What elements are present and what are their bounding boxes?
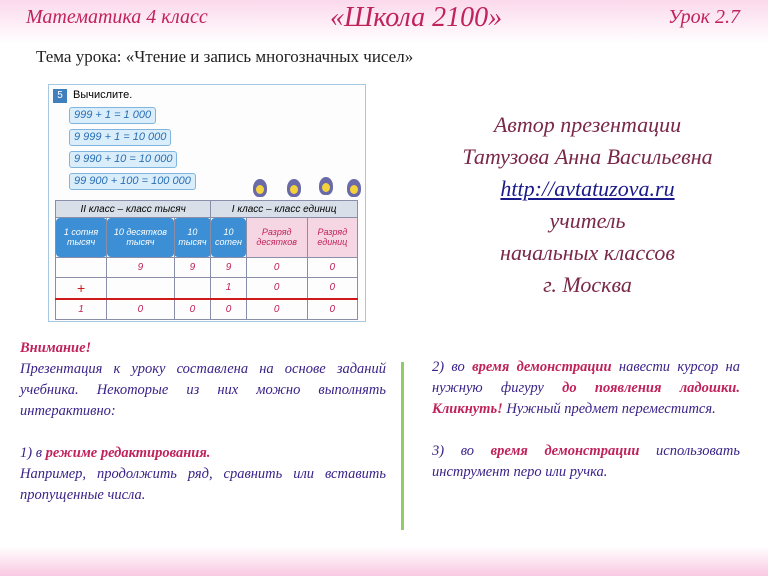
author-role: учитель: [549, 208, 626, 233]
author-website[interactable]: [410, 176, 765, 202]
table-cell: 0: [107, 299, 175, 320]
bird-picture[interactable]: [253, 179, 267, 197]
place-value-table: [55, 200, 358, 320]
bird-picture[interactable]: [287, 179, 301, 197]
table-cell: 9: [211, 257, 246, 277]
equation[interactable]: 9 999 + 1 = 10 000: [69, 129, 171, 144]
task-number: 5: [53, 89, 67, 103]
equation[interactable]: 9 990 + 10 = 10 000: [69, 151, 177, 166]
item-1-text: Например, продолжить ряд, сравнить или вставить пропущенные числа.: [20, 466, 386, 503]
table-cell: 0: [246, 257, 307, 277]
table-cell: 0: [246, 299, 307, 320]
bird-picture[interactable]: [347, 179, 361, 197]
class-header: II класс – класс тысяч: [56, 201, 211, 218]
author-city: г. Москва: [543, 272, 632, 297]
plus-sign: +: [56, 278, 107, 299]
place-card[interactable]: 10 десятков тысяч: [107, 218, 175, 258]
place-card[interactable]: 10 сотен: [211, 218, 246, 258]
author-heading: Автор презентации: [493, 112, 682, 137]
instructions-right: [432, 357, 740, 483]
table-cell: 0: [307, 257, 357, 277]
table-cell: 0: [246, 278, 307, 299]
place-header: Разряд десятков: [246, 218, 307, 258]
item-3: 3) во время демонстрации использовать инструмент перо или ручка.: [432, 443, 740, 480]
author-role: начальных классов: [500, 240, 675, 265]
attention-label: Внимание!: [20, 340, 92, 356]
table-cell: 0: [211, 299, 246, 320]
place-header: Разряд единиц: [307, 218, 357, 258]
column-divider: [401, 362, 404, 530]
task-title: Вычислите.: [73, 89, 133, 101]
textbook-excerpt: [48, 84, 366, 322]
equation[interactable]: 999 + 1 = 1 000: [69, 107, 156, 122]
instructions-left: [20, 338, 386, 506]
equation[interactable]: 99 900 + 100 = 100 000: [69, 173, 196, 188]
program-title: «Школа 2100»: [330, 2, 503, 33]
item-2: 2) во время демонстрации навести курсор на нужную фигуру до появления ладошки. Кликнуть! Нужный предмет переместится.: [432, 359, 740, 417]
footer-band: [0, 546, 768, 576]
intro-text: Презентация к уроку составлена на основе заданий учебника. Некоторые из них можно выполнять интерактивно:: [20, 361, 386, 419]
table-cell: 9: [174, 257, 211, 277]
table-cell: 1: [211, 278, 246, 299]
table-cell: 9: [107, 257, 175, 277]
bird-picture[interactable]: [319, 177, 333, 195]
lesson-topic: Тема урока: «Чтение и запись многозначных чисел»: [36, 47, 414, 66]
subject-label: Математика 4 класс: [26, 6, 208, 28]
table-cell: 0: [174, 299, 211, 320]
table-cell: 1: [56, 299, 107, 320]
place-card[interactable]: 10 тысяч: [174, 218, 211, 258]
item-1: 1) в режиме редактирования.: [20, 445, 211, 461]
class-header: I класс – класс единиц: [211, 201, 358, 218]
table-cell: 0: [307, 299, 357, 320]
lesson-number: Урок 2.7: [667, 6, 740, 28]
table-cell: 0: [307, 278, 357, 299]
table-cell: [56, 257, 107, 277]
table-cell: [174, 278, 211, 299]
author-link[interactable]: http://avtatuzova.ru: [500, 176, 675, 201]
table-cell: [107, 278, 175, 299]
author-name: Татузова Анна Васильевна: [462, 144, 713, 169]
place-card[interactable]: 1 сотня тысяч: [56, 218, 107, 258]
